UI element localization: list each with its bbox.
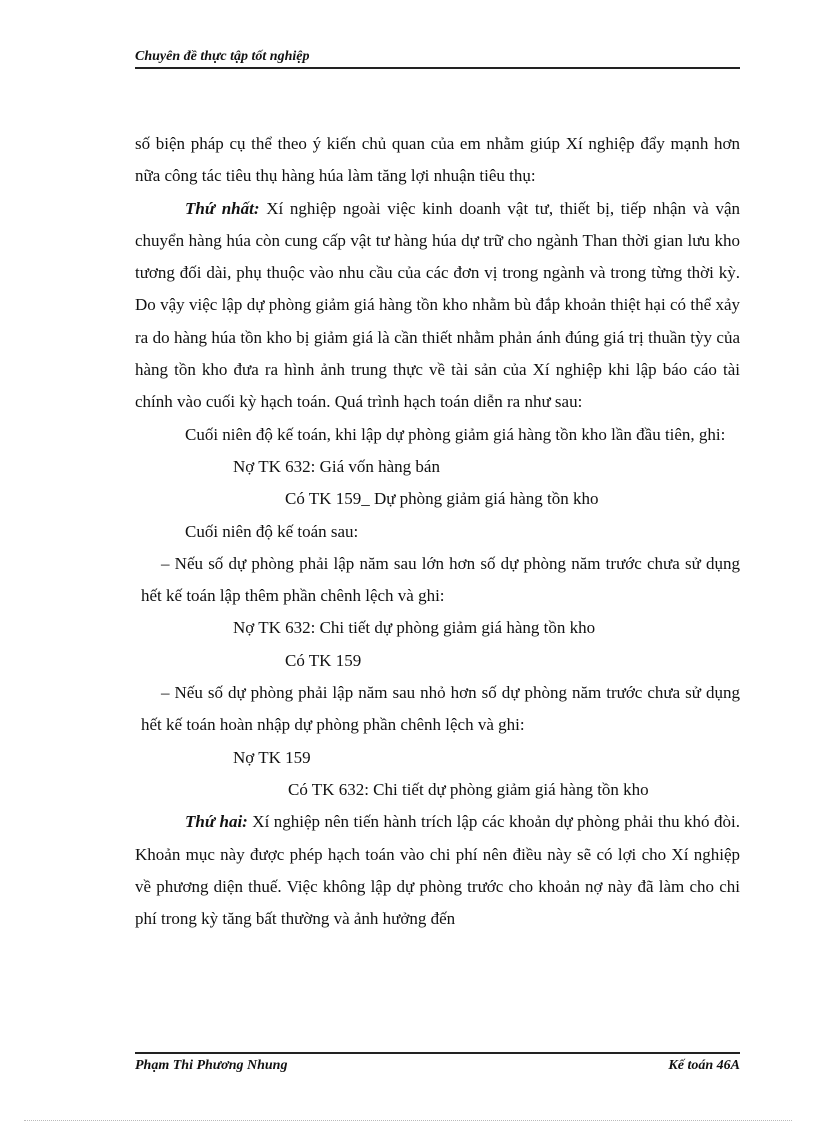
bullet-increase: – Nếu số dự phòng phải lập năm sau lớn hơn số dự phòng năm trước chưa sử dụng hết kế toán lập thêm phần chênh lệch và ghi: [141, 553, 740, 606]
page-edge [24, 1120, 792, 1121]
journal-entry-debit-632-detail: Nợ TK 632: Chi tiết dự phòng giảm giá hàng tồn kho [233, 618, 596, 638]
footer-divider [135, 1052, 740, 1054]
first-measure-heading: Thứ nhất: [185, 198, 260, 218]
document-body [135, 128, 740, 935]
journal-entry-credit-632-detail: Có TK 632: Chi tiết dự phòng giảm giá hàng tồn kho [288, 779, 649, 799]
footer-class: Kế toán 46A [668, 1058, 740, 1073]
paragraph-year-end: Cuối niên độ kế toán, khi lập dự phòng giảm giá hàng tồn kho lần đầu tiên, ghi: [185, 424, 726, 444]
second-measure-text: Xí nghiệp nên tiến hành trích lập các khoản dự phòng phải thu khó đòi. Khoản mục này được phép hạch toán vào chi phí nên điều này sẽ có lợi cho Xí nghiệp về phương diện thuế. Việc không lập dự phòng trước cho khoản nợ này đã làm cho chi phí trong kỳ tăng bất thường và ảnh hưởng đến [135, 812, 740, 929]
paragraph-first-measure [135, 193, 740, 419]
header-divider [135, 67, 740, 69]
first-measure-text: Xí nghiệp ngoài việc kinh doanh vật tư, thiết bị, tiếp nhận và vận chuyển hàng húa còn cung cấp vật tư hàng húa dự trữ cho ngành Than thời gian lưu kho tương đối dài, phụ thuộc vào nhu cầu của các đơn vị trong ngành và trong từng thời kỳ. Do vậy việc lập dự phòng giảm giá hàng tồn kho nhằm bù đắp khoản thiệt hại có thể xảy ra do hàng húa tồn kho bị giảm giá là cần thiết nhằm phản ánh đúng giá trị thuần tỳy của hàng tồn kho đưa ra hình ảnh trung thực về tài sản của Xí nghiệp khi lập báo cáo tài chính vào cuối kỳ hạch toán. Quá trình hạch toán diễn ra như sau: [135, 198, 740, 412]
paragraph-second-measure [135, 806, 740, 935]
journal-entry-credit-159: Có TK 159_ Dự phòng giảm giá hàng tồn kho [285, 489, 599, 509]
second-measure-heading: Thứ hai: [185, 812, 248, 832]
bullet-decrease: – Nếu số dự phòng phải lập năm sau nhỏ hơn số dự phòng năm trước chưa sử dụng hết kế toán hoàn nhập dự phòng phần chênh lệch và ghi: [141, 683, 740, 735]
header-title: Chuyên đề thực tập tốt nghiệp [135, 49, 310, 64]
footer-author: Phạm Thi Phương Nhung [135, 1058, 288, 1073]
journal-entry-credit-159-short: Có TK 159 [285, 650, 362, 670]
journal-entry-debit-632: Nợ TK 632: Giá vốn hàng bán [233, 456, 440, 476]
journal-entry-debit-159: Nợ TK 159 [233, 747, 311, 767]
paragraph-intro: số biện pháp cụ thể theo ý kiến chủ quan của em nhằm giúp Xí nghiệp đẩy mạnh hơn nữa công tác tiêu thụ hàng húa làm tăng lợi nhuận tiêu thụ: [135, 134, 740, 186]
paragraph-next-year: Cuối niên độ kế toán sau: [185, 521, 359, 541]
